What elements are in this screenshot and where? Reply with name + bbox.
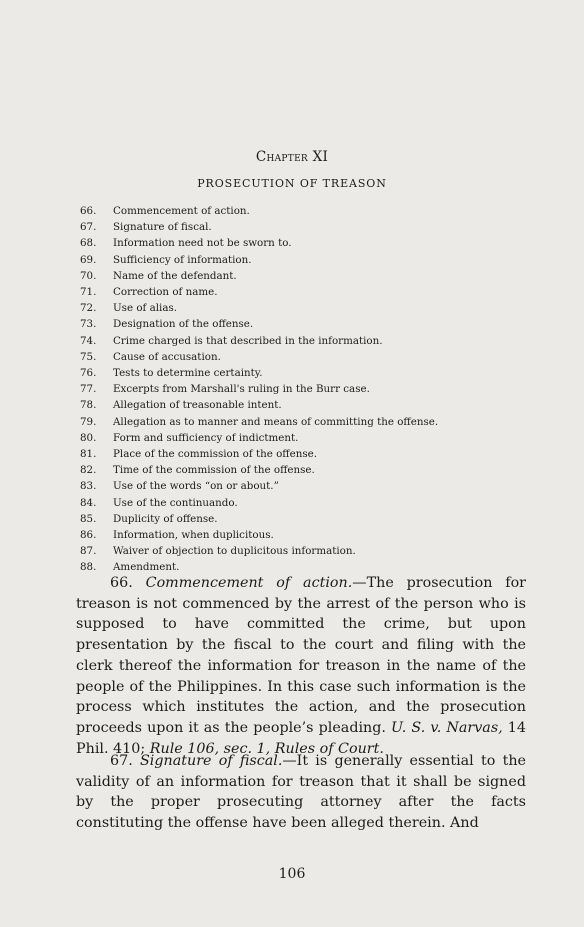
table-of-contents [80,203,550,576]
paragraph-number: 67. [110,753,133,769]
toc-item [80,219,550,235]
toc-item [80,316,550,332]
toc-item-text: Name of the defendant. [113,269,237,282]
toc-item-text: Information need not be sworn to. [113,237,292,250]
toc-item-text: Place of the commission of the offense. [113,448,317,461]
toc-item-number: 75. [80,350,97,363]
toc-item-number: 72. [80,302,97,315]
toc-item-text: Allegation of treasonable intent. [113,399,282,412]
citation-rule: Rule 106, sec. 1, Rules of Court. [149,740,384,757]
page-number: 106 [278,866,306,882]
toc-item-number: 68. [80,237,97,250]
toc-item-number: 84. [80,496,97,509]
toc-item [80,284,550,300]
citation-case: U. S. v. Narvas, [391,719,503,736]
citation-report: 14 Phil. 410; [76,719,526,757]
toc-item [80,300,550,316]
toc-item [80,446,550,462]
toc-item-text: Signature of fiscal. [113,221,212,234]
toc-item-text: Sufficiency of information. [113,253,252,266]
paragraph-number: 66. [110,575,133,591]
chapter-title [0,149,584,165]
toc-item-text: Time of the commission of the offense. [113,464,315,477]
toc-item [80,543,550,559]
toc-item-text: Use of the words “on or about.” [113,480,279,493]
toc-item [80,203,550,219]
toc-item [80,527,550,543]
toc-item-text: Amendment. [113,561,180,574]
toc-item-number: 78. [80,399,97,412]
toc-item-text: Use of alias. [113,302,178,315]
paragraph-67 [76,751,526,834]
toc-item [80,333,550,349]
toc-item-text: Crime charged is that described in the information. [113,334,383,347]
toc-item-number: 81. [80,448,97,461]
toc-item [80,495,550,511]
toc-item-number: 88. [80,561,97,574]
toc-item [80,252,550,268]
toc-item [80,365,550,381]
toc-item [80,268,550,284]
toc-item-number: 83. [80,480,97,493]
paragraph-heading: Commencement of action. [145,575,353,591]
toc-item [80,430,550,446]
toc-item-text: Commencement of action. [113,205,250,217]
toc-item-text: Excerpts from Marshall's ruling in the Burr case. [113,383,370,396]
toc-item [80,414,550,430]
toc-item-text: Tests to determine certainty. [113,367,263,380]
toc-item-number: 77. [80,383,97,396]
toc-item-number: 80. [80,431,97,444]
toc-item-text: Form and sufficiency of indictment. [113,431,299,444]
toc-item [80,462,550,478]
section-heading: PROSECUTION OF TREASON [197,177,387,190]
toc-item [80,511,550,527]
toc-item-text: Use of the continuando. [113,496,238,509]
chapter-title-text: Chapter XI [255,149,329,165]
toc-item [80,397,550,413]
toc-item-number: 70. [80,269,97,282]
toc-item-number: 66. [80,205,97,217]
toc-item-text: Designation of the offense. [113,318,254,331]
toc-item-number: 85. [80,512,97,525]
toc-item-text: Waiver of objection to duplicitous information. [113,545,356,558]
toc-item-text: Allegation as to manner and means of committing the offense. [113,415,439,428]
toc-item-number: 87. [80,545,97,558]
toc-item [80,235,550,251]
toc-item-number: 69. [80,253,97,266]
toc-item-number: 82. [80,464,97,477]
toc-item-number: 86. [80,529,97,542]
toc-item-number: 71. [80,286,97,299]
toc-item-number: 79. [80,415,97,428]
toc-item [80,381,550,397]
toc-item [80,349,550,365]
toc-item [80,478,550,494]
toc-item-text: Cause of accusation. [113,350,221,363]
paragraph-66 [76,573,526,759]
toc-item-number: 74. [80,334,97,347]
toc-item-number: 76. [80,367,97,380]
paragraph-heading: Signature of fiscal. [139,753,283,769]
toc-item-number: 67. [80,221,97,234]
paragraph-body: —It is generally essential to the validity of an information for treason that it shall be signed by the proper prosecuting attorney after the facts constituting the offense have been alleged therein. And [76,753,526,832]
toc-item-text: Duplicity of offense. [113,512,218,525]
toc-item-text: Information, when duplicitous. [113,529,274,542]
paragraph-body: —The prosecution for treason is not commenced by the arrest of the person who is supposed to have committed the crime, but upon presentation by the fiscal to the court and filing with the clerk thereof the information for treason in the name of the people of the Philippines. In this case such information is the process which institutes the action, and the prosecution proceeds upon it as the people’s pleading. [76,575,527,736]
toc-item-number: 73. [80,318,97,331]
toc-item-text: Correction of name. [113,286,218,299]
